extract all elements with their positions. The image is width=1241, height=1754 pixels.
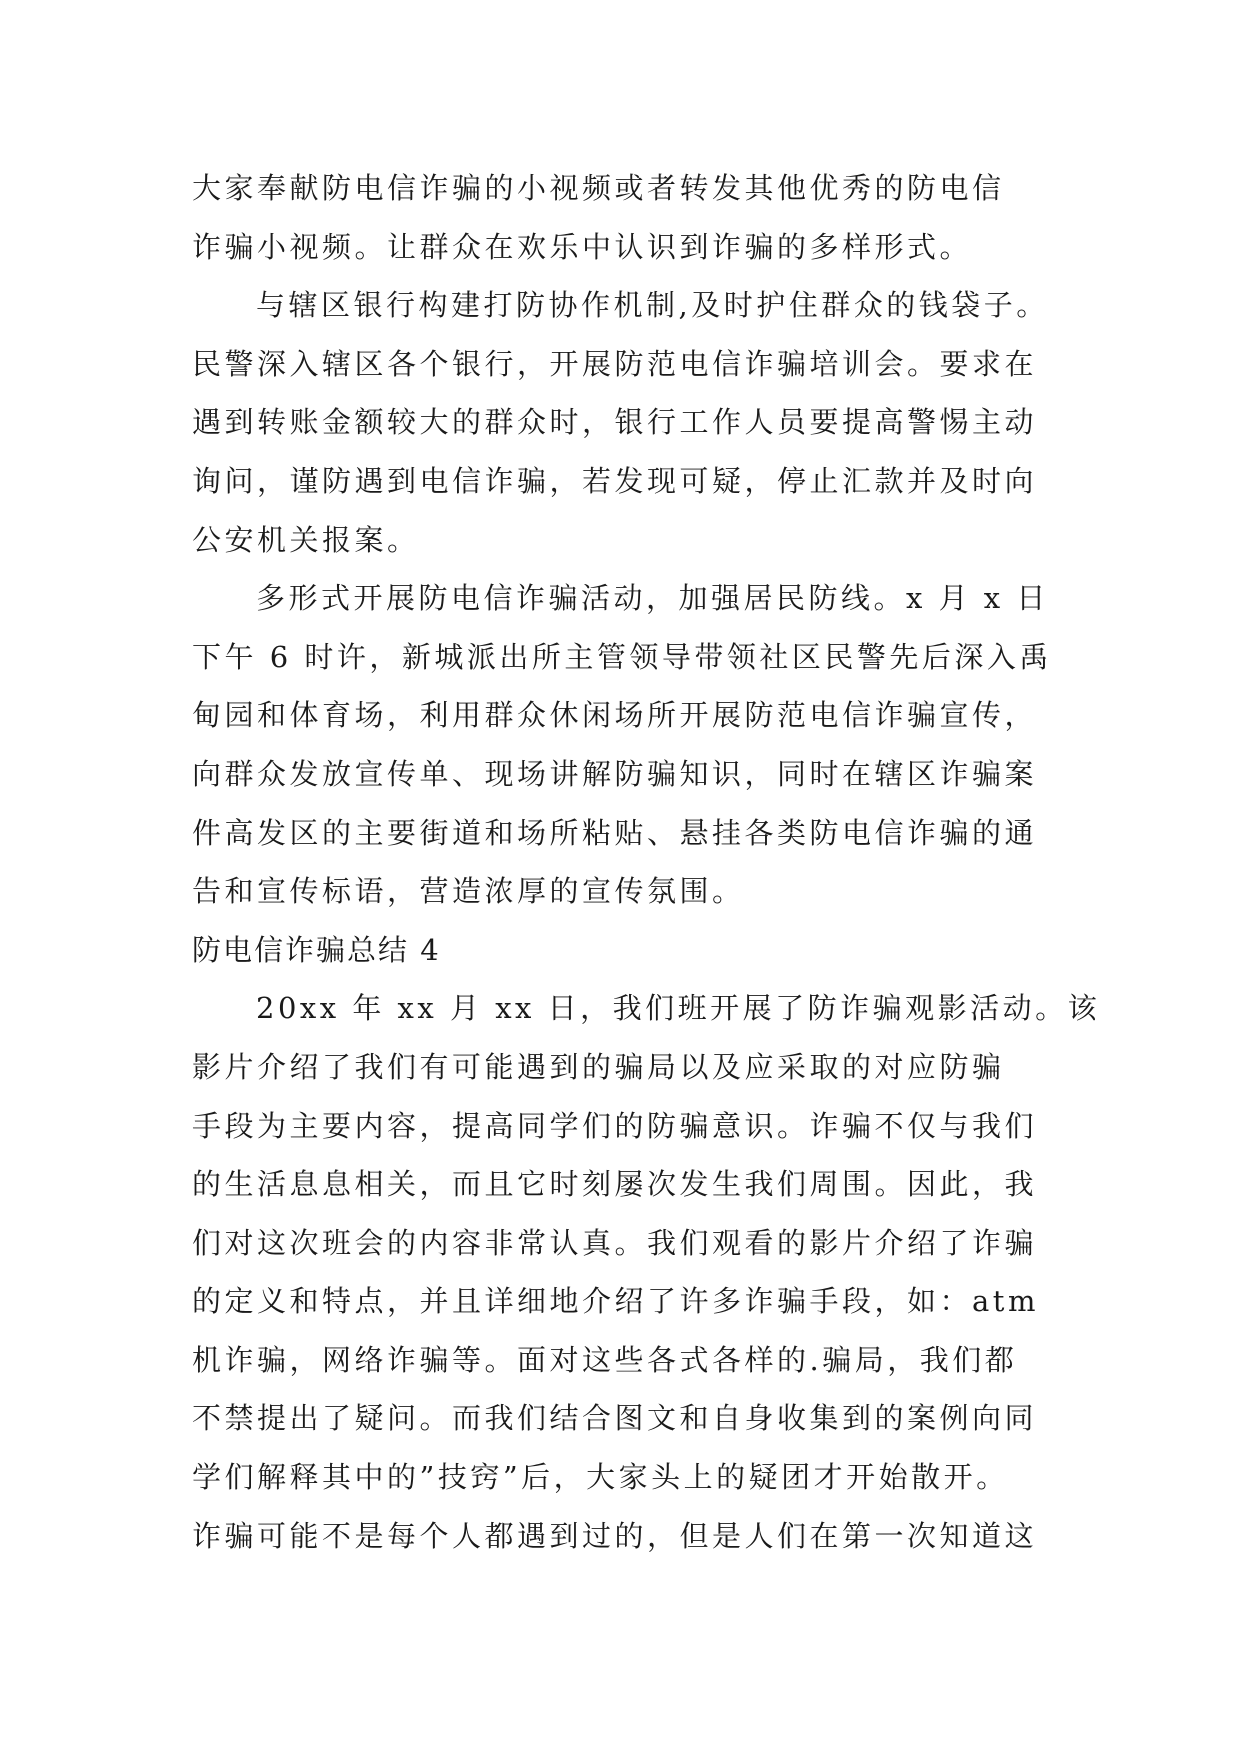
text-line: 告和宣传标语，营造浓厚的宣传氛围。 [192,874,745,909]
text-line: 向群众发放宣传单、现场讲解防骗知识，同时在辖区诈骗案 [192,756,1038,791]
text-line: 公安机关报案。 [192,522,420,557]
text-line: 的定义和特点，并且详细地介绍了许多诈骗手段，如：atm [192,1284,1039,1319]
text-line: 询问，谨防遇到电信诈骗，若发现可疑，停止汇款并及时向 [192,463,1038,498]
text-line: 多形式开展防电信诈骗活动，加强居民防线。x 月 x 日 [256,581,1049,616]
text-line: 件高发区的主要街道和场所粘贴、悬挂各类防电信诈骗的通 [192,815,1038,850]
text-line: 机诈骗，网络诈骗等。面对这些各式各样的.骗局，我们都 [192,1342,1018,1377]
text-line: 20xx 年 xx 月 xx 日，我们班开展了防诈骗观影活动。该 [256,991,1101,1026]
text-line: 不禁提出了疑问。而我们结合图文和自身收集到的案例向同 [192,1401,1038,1436]
text-line: 们对这次班会的内容非常认真。我们观看的影片介绍了诈骗 [192,1225,1038,1260]
text-line: 遇到转账金额较大的群众时，银行工作人员要提高警惕主动 [192,405,1038,440]
text-line: 甸园和体育场，利用群众休闲场所开展防范电信诈骗宣传， [192,698,1038,733]
text-line: 的生活息息相关，而且它时刻屡次发生我们周围。因此，我 [192,1167,1038,1202]
section-heading: 防电信诈骗总结 4 [192,932,441,967]
text-line: 大家奉献防电信诈骗的小视频或者转发其他优秀的防电信 [192,171,1005,205]
text-line: 民警深入辖区各个银行，开展防范电信诈骗培训会。要求在 [192,346,1038,381]
text-line: 与辖区银行构建打防协作机制,及时护住群众的钱袋子。 [256,288,1049,323]
text-line: 下午 6 时许，新城派出所主管领导带领社区民警先后深入禹 [192,639,1052,674]
text-line: 手段为主要内容，提高同学们的防骗意识。诈骗不仅与我们 [192,1108,1038,1143]
text-line: 诈骗小视频。让群众在欢乐中认识到诈骗的多样形式。 [192,229,973,264]
text-line: 影片介绍了我们有可能遇到的骗局以及应采取的对应防骗 [192,1049,1005,1084]
document-body [192,159,1101,1565]
text-line: 学们解释其中的”技窍”后，大家头上的疑团才开始散开。 [192,1460,1009,1495]
text-line: 诈骗可能不是每个人都遇到过的，但是人们在第一次知道这 [192,1518,1038,1553]
